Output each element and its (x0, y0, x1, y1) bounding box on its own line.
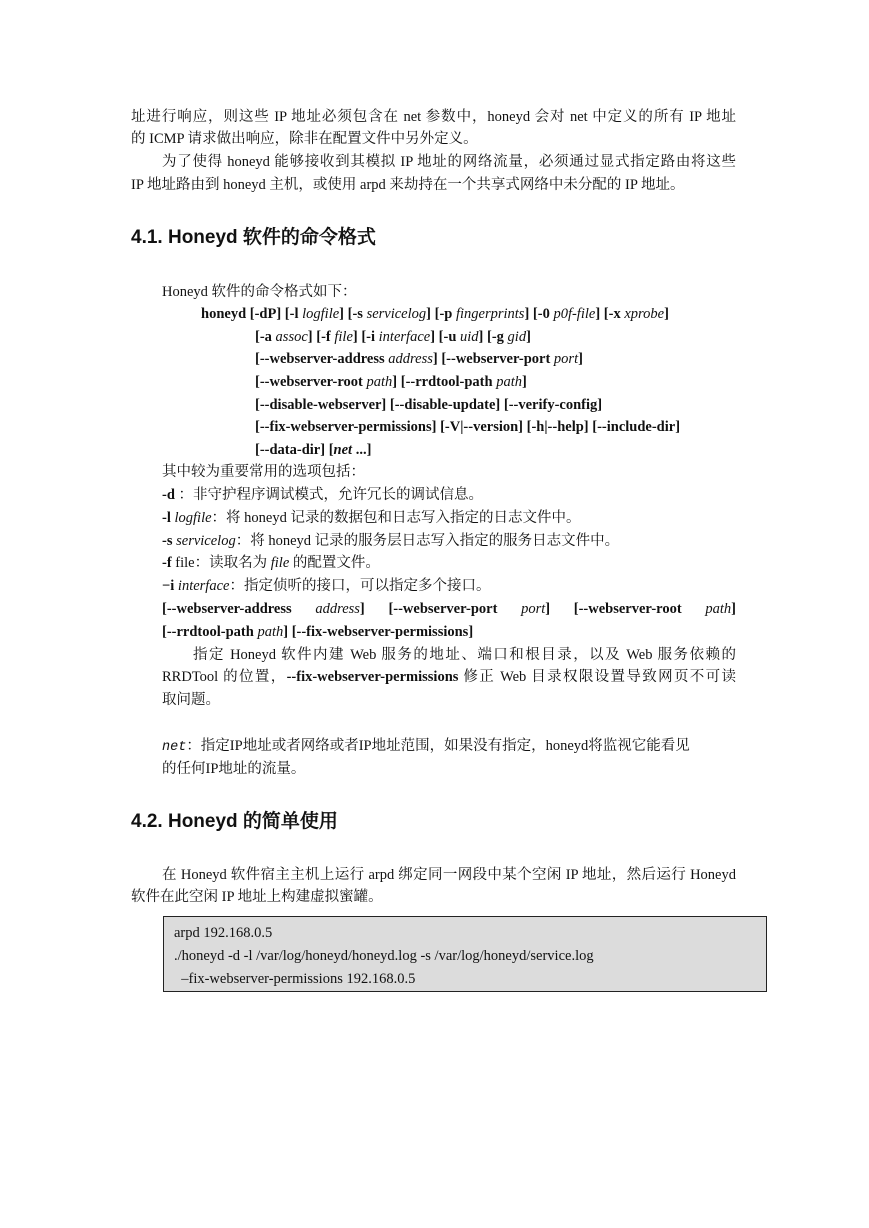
cmd-arg: servicelog (366, 306, 427, 322)
cmd-arg: assoc (275, 329, 308, 345)
command-synopsis-line-6 (255, 416, 680, 438)
cmd-text: ] (359, 601, 365, 617)
cmd-text: [--webserver-root (573, 601, 682, 617)
cmd-arg: logfile (302, 306, 340, 322)
net-desc-line-2: 的任何IP地址的流量。 (162, 761, 306, 777)
webserver-address-arg (315, 598, 364, 620)
option-arg: file：读取名为 (171, 555, 271, 571)
cmd-arg: port (521, 601, 546, 617)
webserver-options-line-2 (162, 621, 473, 643)
cmd-arg: interface (378, 329, 431, 345)
option-arg: logfile (170, 510, 212, 526)
command-synopsis-line-1 (201, 303, 669, 325)
webserver-port-arg (521, 598, 550, 620)
option-flag: -d (162, 487, 175, 503)
code-line: ./honeyd -d -l /var/log/honeyd/honeyd.log -s /var/log/honeyd/service.log (174, 948, 594, 964)
cmd-text: [--disable-webserver] [--disable-update] [--verify-config] (255, 397, 603, 413)
cmd-arg: file (334, 329, 353, 345)
option-flag: -s (162, 533, 173, 549)
net-term: net (162, 740, 187, 755)
code-line: arpd 192.168.0.5 (174, 925, 273, 941)
cmd-text: ] [-i (352, 329, 379, 345)
cmd-text: ] [--rrdtool-path (392, 374, 497, 390)
cmd-text: ] [-0 (524, 306, 554, 322)
command-synopsis-line-4 (255, 371, 527, 393)
usage-paragraph-line-2: 软件在此空闲 IP 地址上构建虚拟蜜罐。 (131, 889, 383, 905)
option-l (162, 507, 580, 529)
desc-text: RRDTool 的位置， (162, 669, 287, 685)
cmd-text: [--fix-webserver-permissions] [-V|--version] [-h|--help] [--include-dir] (255, 419, 681, 435)
cmd-arg: path (496, 374, 522, 390)
option-desc: ：将 honeyd 记录的服务层日志写入指定的服务日志文件中。 (235, 533, 620, 549)
cmd-text: [--webserver-address (255, 351, 389, 367)
option-flag: -l (162, 510, 171, 526)
option-arg: interface (174, 578, 230, 594)
command-synopsis-line-3 (255, 348, 583, 370)
desc-text: 修正 Web 目录权限设置导致网页不可读 (458, 669, 737, 685)
options-intro: 其中较为重要常用的选项包括： (162, 464, 365, 480)
cmd-text: ] [-p (426, 306, 456, 322)
net-desc-line-1 (162, 735, 690, 759)
cmd-arg: path (257, 624, 284, 640)
intro-paragraph-2-line-2: IP 地址路由到 honeyd 主机，或使用 arpd 来劫持在一个共享式网络中未分配的 IP 地址。 (131, 177, 685, 193)
cmd-text: ] [-s (339, 306, 367, 322)
cmd-text: ] (578, 351, 583, 367)
cmd-text: ] (664, 306, 669, 322)
option-arg: servicelog (172, 533, 236, 549)
code-block (163, 916, 767, 992)
option-s (162, 530, 619, 552)
cmd-text: [--rrdtool-path (162, 624, 258, 640)
net-desc: ：指定IP地址或者网络或者IP地址范围，如果没有指定，honeyd将监视它能看见 (186, 738, 690, 754)
cmd-text: [-a (255, 329, 276, 345)
cmd-text: [--webserver-address (162, 601, 292, 617)
cmd-text: ] [-g (478, 329, 508, 345)
cmd-arg: fingerprints (455, 306, 525, 322)
cmd-text: ] (545, 601, 551, 617)
intro-paragraph-1-line-2: 的 ICMP 请求做出响应，除非在配置文件中另外定义。 (131, 131, 478, 147)
option-flag: −i (162, 578, 175, 594)
webserver-desc-line-3: 取问题。 (162, 692, 220, 708)
command-synopsis-line-2 (255, 326, 531, 348)
section-heading-4-1: 4.1. Honeyd 软件的命令格式 (131, 227, 376, 248)
option-desc: ：非守护程序调试模式，允许冗长的调试信息。 (174, 487, 484, 503)
cmd-arg: path (705, 601, 732, 617)
command-synopsis-line-5 (255, 394, 602, 416)
cmd-text: ...] (352, 442, 372, 458)
cmd-text: ] [--webserver-port (432, 351, 554, 367)
cmd-text: [--webserver-root (255, 374, 367, 390)
cmd-text: ] [-x (595, 306, 625, 322)
cmd-text: ] (526, 329, 531, 345)
cmd-arg: xprobe (624, 306, 665, 322)
webserver-root-arg (705, 598, 736, 620)
cmd-arg: address (388, 351, 433, 367)
intro-paragraph-1-line-1: 址进行响应，则这些 IP 地址必须包含在 net 参数中，honeyd 会对 net 中定义的所有 IP 地址 (131, 109, 736, 125)
option-desc: ：将 honeyd 记录的数据包和日志写入指定的日志文件中。 (211, 510, 581, 526)
webserver-desc-line-1: 指定 Honeyd 软件内建 Web 服务的地址、端口和根目录，以及 Web 服务依赖的 (193, 647, 736, 663)
command-synopsis-line-7 (255, 439, 371, 461)
cmd-arg: path (366, 374, 393, 390)
command-format-intro: Honeyd 软件的命令格式如下： (162, 284, 357, 300)
cmd-arg: gid (507, 329, 527, 345)
usage-paragraph-line-1: 在 Honeyd 软件宿主主机上运行 arpd 绑定同一网段中某个空闲 IP 地址，然后运行 Honeyd (162, 867, 736, 883)
cmd-arg: p0f-file (553, 306, 596, 322)
cmd-text: [--data-dir] [ (255, 442, 334, 458)
option-d (162, 484, 483, 506)
intro-paragraph-2-line-1: 为了使得 honeyd 能够接收到其模拟 IP 地址的网络流量，必须通过显式指定路由将这些 (162, 154, 736, 170)
cmd-text: ] (731, 601, 736, 617)
cmd-arg: address (315, 601, 360, 617)
option-f (162, 552, 380, 574)
cmd-arg: net (333, 442, 353, 458)
webserver-desc-line-2 (162, 666, 736, 688)
option-i (162, 575, 490, 597)
cmd-arg: uid (460, 329, 479, 345)
cmd-text: ] (521, 374, 527, 390)
cmd-text: [--webserver-port (388, 601, 498, 617)
cmd-text: ] [--fix-webserver-permissions] (283, 624, 474, 640)
section-heading-4-2: 4.2. Honeyd 的简单使用 (131, 811, 338, 832)
option-desc: 的配置文件。 (289, 555, 380, 571)
code-line: –fix-webserver-permissions 192.168.0.5 (174, 971, 416, 987)
option-flag: -f (162, 555, 172, 571)
cmd-text: ] [-f (307, 329, 335, 345)
cmd-text: honeyd [-dP] [-l (201, 306, 303, 322)
cmd-arg: port (553, 351, 579, 367)
desc-flag: --fix-webserver-permissions (286, 669, 459, 685)
option-arg-file: file (270, 555, 290, 571)
webserver-options-line-1 (162, 598, 736, 620)
option-desc: ：指定侦听的接口，可以指定多个接口。 (229, 578, 491, 594)
cmd-text: ] [-u (430, 329, 461, 345)
